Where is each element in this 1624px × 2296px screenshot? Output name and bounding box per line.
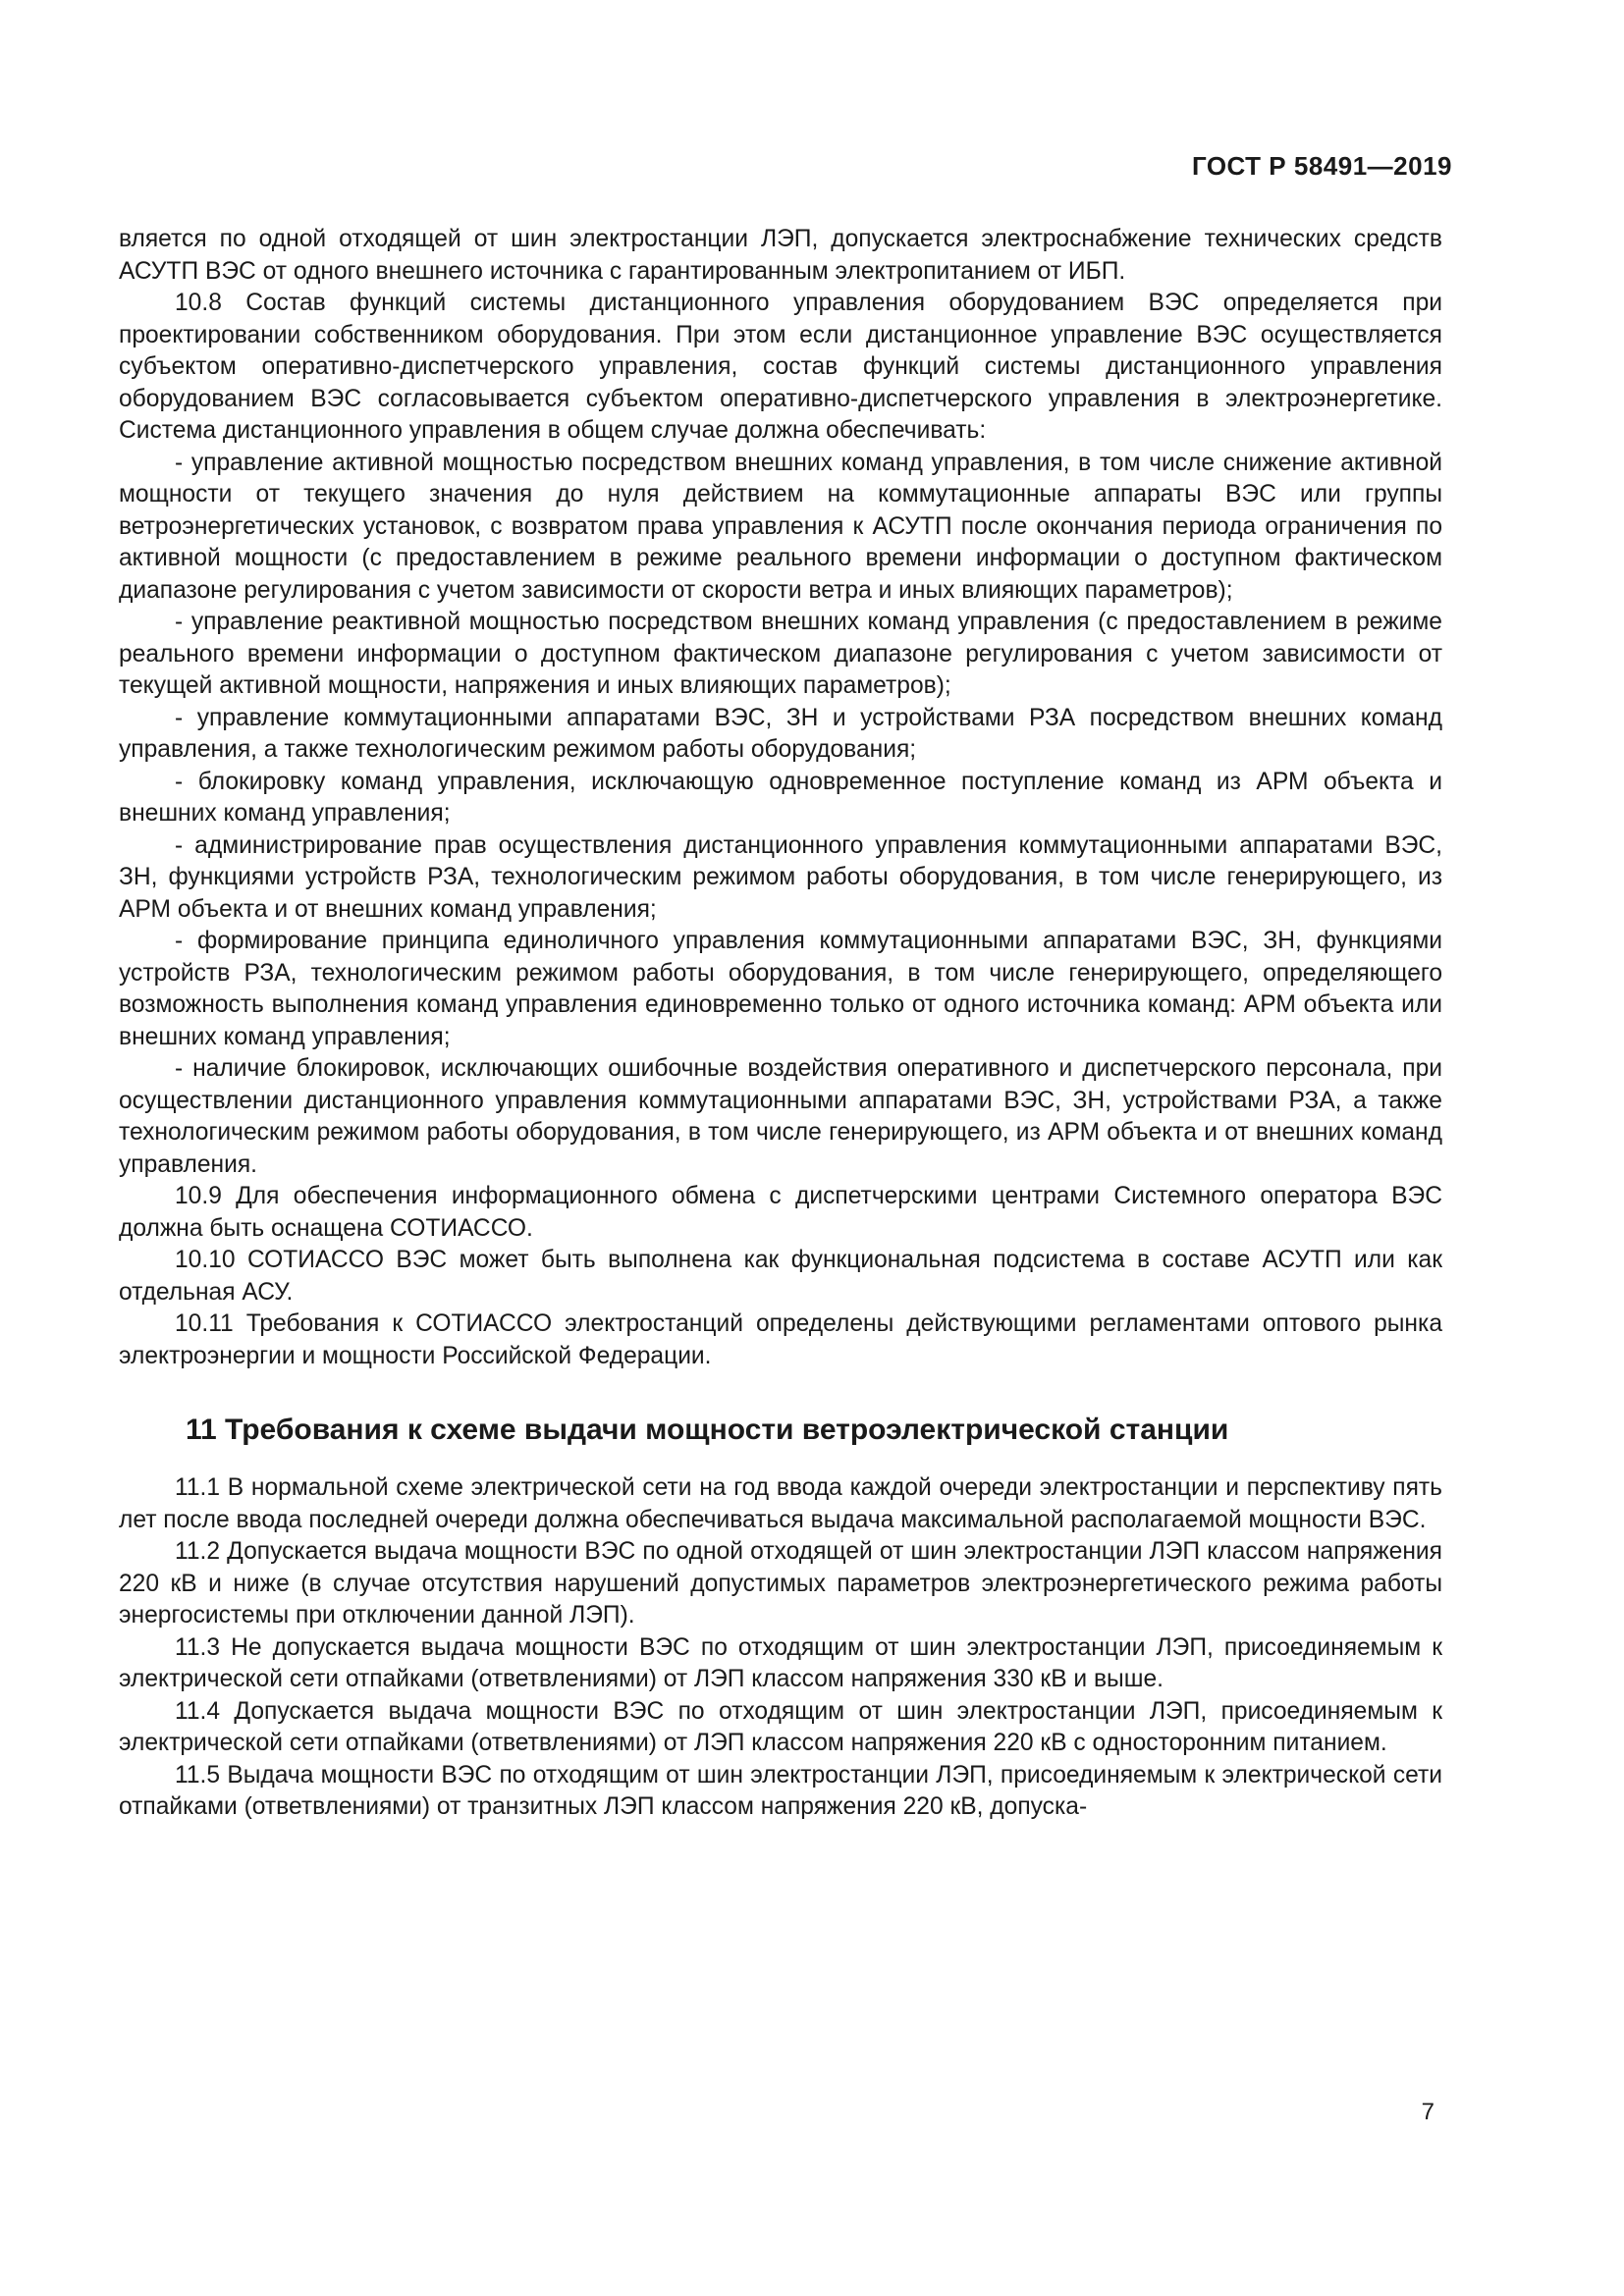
paragraph: 10.11 Требования к СОТИАССО электростанций определены действующими регламентами оптового рынка электроэнергии и мощности Российской Федерации. [119, 1310, 1442, 1369]
paragraph: 10.8 Состав функций системы дистанционного управления оборудованием ВЭС определяется при проектировании собственником оборудования. При этом если дистанционное управление ВЭС осуществляется субъектом оперативно-диспетчерского управления, состав функций системы дистанционного управления оборудованием ВЭС согласовывается субъектом оперативно-диспетчерского управления в электроэнергетике. Система дистанционного управления в общем случае должна обеспечивать: [119, 290, 1442, 444]
document-code: ГОСТ Р 58491—2019 [1191, 151, 1452, 181]
list-item: - блокировку команд управления, исключающую одновременное поступление команд из АРМ объекта и внешних команд управления; [119, 768, 1442, 827]
paragraph: 10.9 Для обеспечения информационного обмена с диспетчерскими центрами Системного оператора ВЭС должна быть оснащена СОТИАССО. [119, 1183, 1442, 1242]
list-item: - управление коммутационными аппаратами ВЭС, ЗН и устройствами РЗА посредством внешних команд управления, а также технологическим режимом работы оборудования; [119, 704, 1442, 763]
list-item: - формирование принципа единоличного управления коммутационными аппаратами ВЭС, ЗН, функциями устройств РЗА, технологическим режимом работы оборудования, в том числе генерирующего, определяющего возможность выполнения команд управления единовременно только от одного источника команд: АРМ объекта или внешних команд управления; [119, 928, 1442, 1050]
paragraph: 11.2 Допускается выдача мощности ВЭС по одной отходящей от шин электростанции ЛЭП классом напряжения 220 кВ и ниже (в случае отсутствия нарушений допустимых параметров электроэнергетического режима работы энергосистемы при отключении данной ЛЭП). [119, 1538, 1442, 1629]
document-body [119, 224, 1442, 1824]
paragraph: 11.5 Выдача мощности ВЭС по отходящим от шин электростанции ЛЭП, присоединяемым к электрической сети отпайками (ответвлениями) от транзитных ЛЭП классом напряжения 220 кВ, допуска- [119, 1761, 1442, 1820]
paragraph: 11.3 Не допускается выдача мощности ВЭС по отходящим от шин электростанции ЛЭП, присоединяемым к электрической сети отпайками (ответвлениями) от ЛЭП классом напряжения 330 кВ и выше. [119, 1633, 1442, 1692]
list-item: - управление активной мощностью посредством внешних команд управления, в том числе снижение активной мощности от текущего значения до нуля действием на коммутационные аппараты ВЭС или группы ветроэнергетических установок, с возвратом права управления к АСУТП после окончания периода ограничения по активной мощности (с предоставлением в режиме реального времени информации о доступном фактическом диапазоне регулирования с учетом зависимости от скорости ветра и иных влияющих параметров); [119, 449, 1442, 604]
list-item: - администрирование прав осуществления дистанционного управления коммутационными аппаратами ВЭС, ЗН, функциями устройств РЗА, технологическим режимом работы оборудования, в том числе генерирующего, из АРМ объекта и от внешних команд управления; [119, 831, 1442, 923]
list-item: - наличие блокировок, исключающих ошибочные воздействия оперативного и диспетчерского персонала, при осуществлении дистанционного управления коммутационными аппаратами ВЭС, ЗН, устройствами РЗА, а также технологическим режимом работы оборудования, в том числе генерирующего, из АРМ объекта и от внешних команд управления. [119, 1055, 1442, 1178]
page-number: 7 [1421, 2099, 1435, 2125]
paragraph: 11.4 Допускается выдача мощности ВЭС по отходящим от шин электростанции ЛЭП, присоединяемым к электрической сети отпайками (ответвлениями) от ЛЭП классом напряжения 220 кВ с односторонним питанием. [119, 1697, 1442, 1756]
paragraph: 11.1 В нормальной схеме электрической сети на год ввода каждой очереди электростанции и перспективу пять лет после ввода последней очереди должна обеспечиваться выдача максимальной располагаемой мощности ВЭС. [119, 1474, 1442, 1533]
paragraph: 10.10 СОТИАССО ВЭС может быть выполнена как функциональная подсистема в составе АСУТП или как отдельная АСУ. [119, 1247, 1442, 1306]
list-item: - управление реактивной мощностью посредством внешних команд управления (с предоставлением в режиме реального времени информации о доступном фактическом диапазоне регулирования с учетом зависимости от текущей активной мощности, напряжения и иных влияющих параметров); [119, 609, 1442, 699]
section-heading: 11 Требования к схеме выдачи мощности ветроэлектрической станции [186, 1414, 1229, 1446]
paragraph: вляется по одной отходящей от шин электростанции ЛЭП, допускается электроснабжение технических средств АСУТП ВЭС от одного внешнего источника с гарантированным электропитанием от ИБП. [119, 226, 1442, 285]
